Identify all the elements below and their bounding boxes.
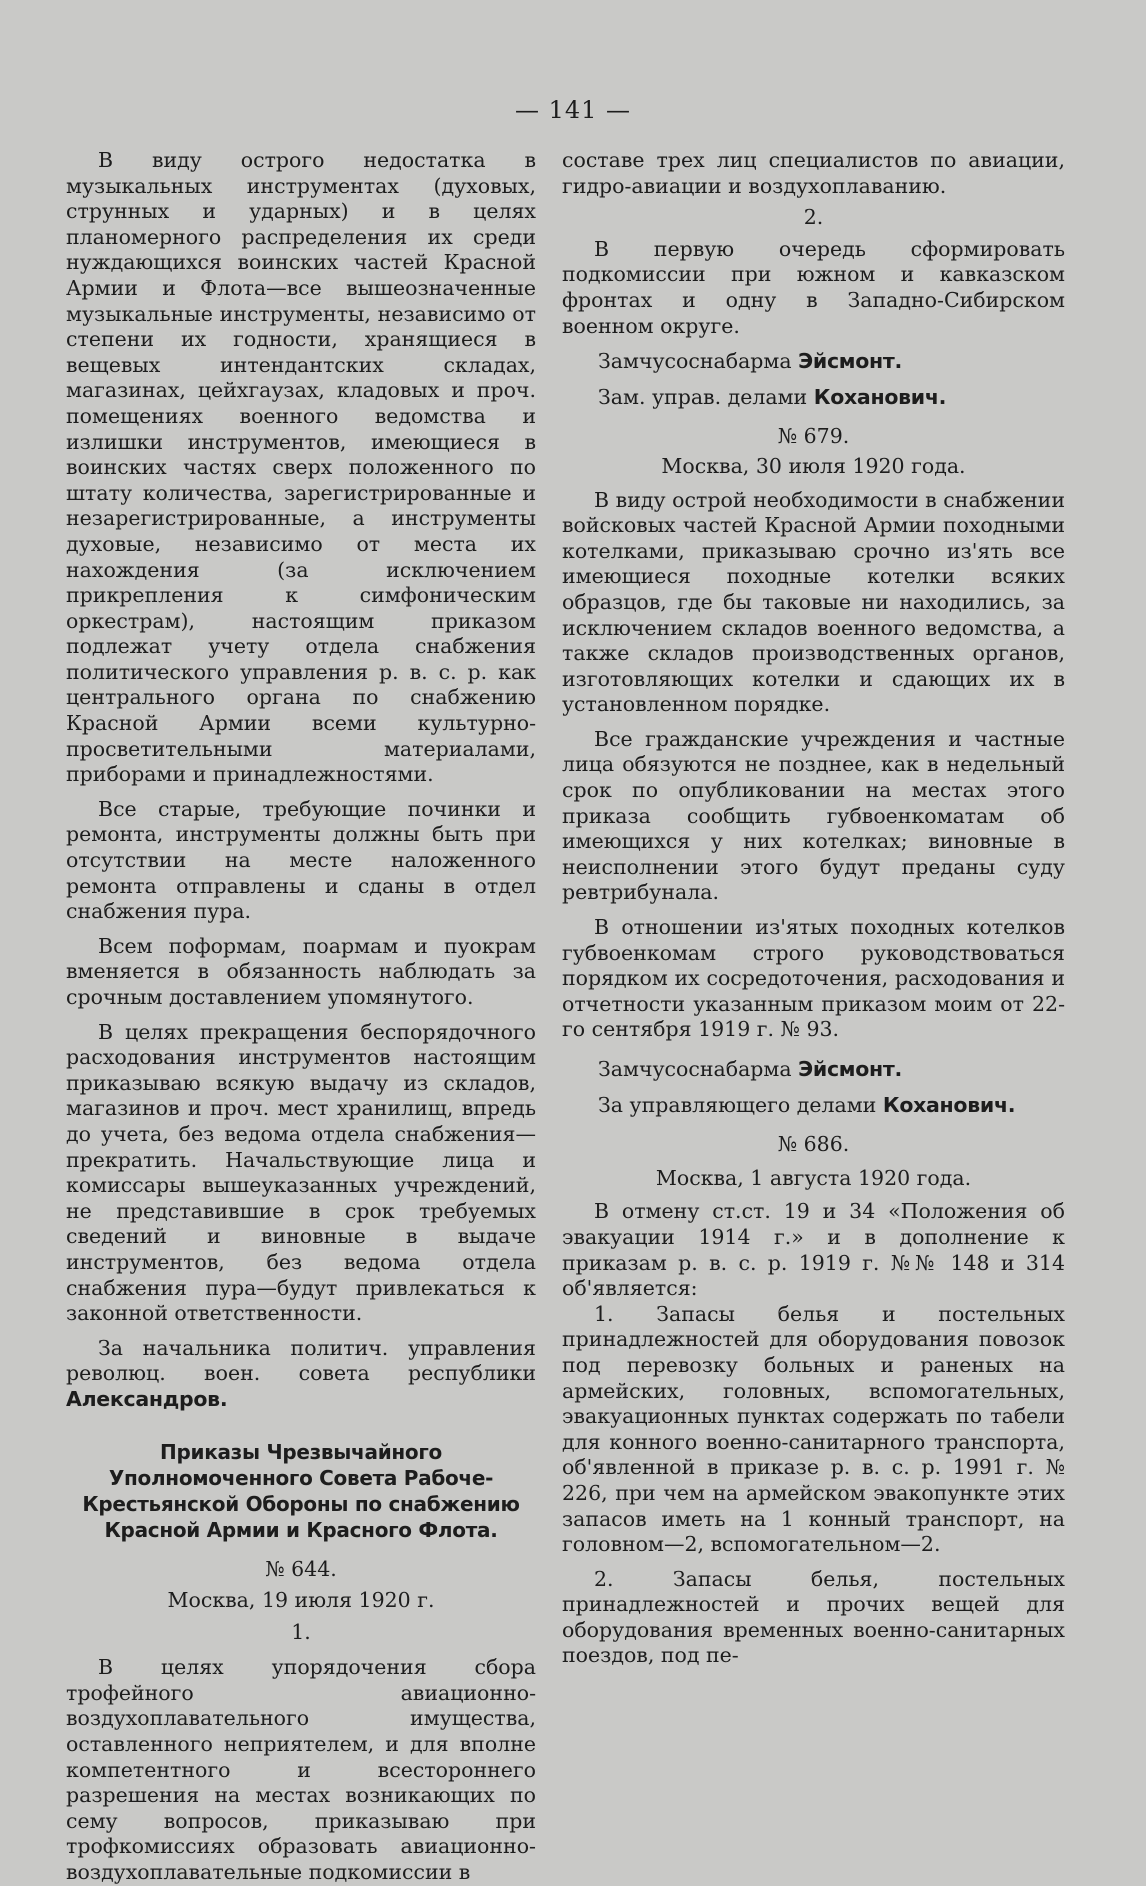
paragraph: Всем поформам, поармам и пуокрам вменяется в обязанность наблюдать за срочным доставлением упомянутого. — [66, 933, 536, 1009]
signature-block — [66, 1336, 536, 1413]
section-heading: Приказы Чрезвычайного Уполномоченного Совета Рабоче-Крестьянской Обороны по снабжению Красной Армии и Красного Флота. — [82, 1439, 520, 1542]
paragraph: 2. Запасы белья, постельных принадлежностей и прочих вещей для оборудования временных военно-санитарных поездов, под пе- — [562, 1566, 1065, 1668]
paragraph: В отмену ст.ст. 19 и 34 «Положения об эвакуации 1914 г.» и в дополнение к приказам р. в. с. р. 1919 г. №№ 148 и 314 об'является: — [562, 1199, 1065, 1301]
paragraph: составе трех лиц специалистов по авиации, гидро-авиации и воздухоплаванию. — [562, 148, 1065, 198]
signature-name: Коханович. — [882, 1092, 1016, 1117]
signature-title: Замчусоснабарма — [598, 349, 792, 374]
signature-name: Коханович. — [813, 384, 947, 409]
signature-block — [562, 385, 1065, 411]
paragraph: В виду острой необходимости в снабжении войсковых частей Красной Армии походными котелками, приказываю срочно из'ять все имеющиеся походные котелки всяких образцов, где бы таковые ни находились, за исключением складов военного ведомства, а также складов производственных органов, изготовляющих котелки и сдающих их в установленном порядке. — [562, 487, 1065, 717]
signature-block — [562, 1057, 1065, 1083]
order-number: № 644. — [265, 1556, 337, 1581]
signature-title: Зам. управ. делами — [598, 384, 808, 409]
order-number: № 686. — [777, 1132, 850, 1157]
signature-block — [562, 1093, 1065, 1119]
signature-name: Александров. — [66, 1386, 228, 1411]
paragraph: Все гражданские учреждения и частные лица обязуются не позднее, как в недельный срок по опубликовании на местах этого приказа сообщить губвоенкоматам об имеющихся у них котелках; виновные в неисполнении этого будут преданы суду ревтрибунала. — [562, 726, 1065, 905]
point-number: 1. — [291, 1619, 311, 1644]
paragraph: В первую очередь сформировать подкомиссии при южном и кавказском фронтах и одну в Западно-Сибирском военном округе. — [562, 236, 1065, 338]
paragraph: В целях прекращения беспорядочного расходования инструментов настоящим приказываю всякую выдачу из складов, магазинов и проч. мест хранилищ, впредь до учета, без ведома отдела снабжения—прекратить. Начальствующие лица и комиссары вышеуказанных учреждений, не представившие в срок требуемых сведений и виновные в выдаче инструментов, без ведома отдела снабжения пура—будут привлекаться к законной ответственности. — [66, 1019, 536, 1326]
paragraph: В виду острого недостатка в музыкальных инструментах (духовых, струнных и ударных) и в целях планомерного распределения их среди нуждающихся воинских частей Красной Армии и Флота—все вышеозначенные музыкальные инструменты, независимо от степени их годности, хранящиеся в вещевых интендантских складах, магазинах, цейхгаузах, кладовых и проч. помещениях военного ведомства и излишки инструментов, имеющиеся в воинских частях сверх положенного по штату количества, зарегистрированные и незарегистрированные, а инструменты духовые, независимо от места их нахождения (за исключением прикрепления к симфоническим оркестрам), настоящим приказом подлежат учету отдела снабжения политического управления р. в. с. р. как центрального органа по снабжению Красной Армии всеми культурно-просветительными материалами, приборами и принадлежностями. — [66, 148, 536, 787]
signature-title: За управляющего делами — [598, 1092, 877, 1117]
signature-title: За начальника политич. управления революц. воен. совета республики — [66, 1335, 536, 1386]
right-column — [562, 148, 1065, 1669]
order-date: Москва, 19 июля 1920 г. — [167, 1588, 435, 1613]
order-number: № 679. — [777, 424, 850, 449]
paragraph: В отношении из'ятых походных котелков губвоенкомам строго руководствоваться порядком их сосредоточения, расходования и отчетности указанным приказом моим от 22-го сентября 1919 г. № 93. — [562, 915, 1065, 1042]
left-column — [66, 148, 536, 1886]
point-number: 2. — [803, 205, 824, 230]
page-number: — 141 — — [514, 96, 632, 124]
order-date: Москва, 30 июля 1920 года. — [661, 453, 966, 478]
signature-name: Эйсмонт. — [798, 349, 902, 374]
signature-block — [562, 349, 1065, 375]
order-date: Москва, 1 августа 1920 года. — [655, 1165, 972, 1190]
paragraph: В целях упорядочения сбора трофейного авиационно-воздухоплавательного имущества, оставленного неприятелем, и для вполне компетентного и всестороннего разрешения на местах возникающих по сему вопросов, приказываю при трофкомиссиях образовать авиационно-воздухоплавательные подкомиссии в — [66, 1655, 536, 1885]
signature-title: Замчусоснабарма — [598, 1057, 792, 1081]
paragraph: Все старые, требующие починки и ремонта, инструменты должны быть при отсутствии на месте наложенного ремонта отправлены и сданы в отдел снабжения пура. — [66, 796, 536, 924]
paragraph: 1. Запасы белья и постельных принадлежностей для оборудования повозок под перевозку больных и раненых на армейских, головных, вспомогательных, эвакуационных пунктах содержать по табели для конного военно-санитарного транспорта, об'явленной в приказе р. в. с. р. 1991 г. № 226, при чем на армейском эвакопункте этих запасов иметь на 1 конный транспорт, на головном—2, вспомогательном—2. — [562, 1301, 1065, 1557]
signature-name: Эйсмонт. — [798, 1057, 902, 1081]
